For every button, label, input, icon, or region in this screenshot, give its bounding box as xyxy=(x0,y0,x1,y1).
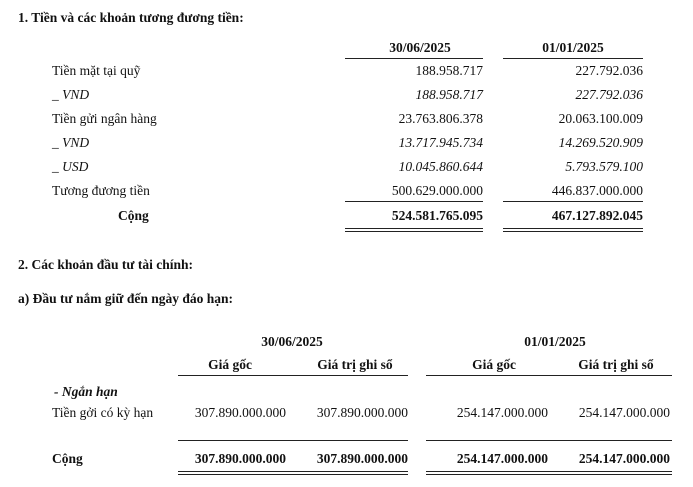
section2-heading: 2. Các khoản đầu tư tài chính: xyxy=(18,257,194,272)
col-header-30-06-2025: 30/06/2025 xyxy=(389,40,451,55)
subtotal-line-b xyxy=(503,201,643,202)
total-double-line-a1 xyxy=(345,228,483,229)
cost-01-01: 254.147.000.000 xyxy=(456,405,548,420)
col-cost-a: Giá gốc xyxy=(208,357,252,372)
col-cost-b: Giá gốc xyxy=(472,357,516,372)
value-30-06: 13.717.945.734 xyxy=(398,135,483,150)
header-underline-a xyxy=(345,58,483,59)
total-double-line-2b2 xyxy=(426,474,672,475)
header-underline-b xyxy=(503,58,643,59)
book-30-06: 307.890.000.000 xyxy=(316,405,408,420)
cost-30-06: 307.890.000.000 xyxy=(194,405,286,420)
subtotal-line-a xyxy=(345,201,483,202)
section2a-heading: a) Đầu tư nắm giữ đến ngày đáo hạn: xyxy=(18,291,233,306)
header-underline-2b xyxy=(426,375,672,376)
group-date-01-01-2025: 01/01/2025 xyxy=(524,334,586,349)
value-30-06: 188.958.717 xyxy=(415,63,483,78)
total-label: Cộng xyxy=(118,208,149,223)
total-cost-30-06: 307.890.000.000 xyxy=(194,451,286,466)
total-double-line-b2 xyxy=(503,231,643,232)
value-01-01: 227.792.036 xyxy=(575,87,643,102)
value-01-01: 227.792.036 xyxy=(575,63,643,78)
row-label: Tiền gởi có kỳ hạn xyxy=(52,405,154,420)
total-double-line-2a2 xyxy=(178,474,408,475)
row-label: Tiền mặt tại quỹ xyxy=(52,63,141,78)
total-double-line-2b1 xyxy=(426,471,672,472)
subtotal-line-2b xyxy=(426,440,672,441)
total-book-01-01: 254.147.000.000 xyxy=(578,451,670,466)
total-double-line-b1 xyxy=(503,228,643,229)
col-book-b: Giá trị ghi sổ xyxy=(578,357,654,372)
value-01-01: 20.063.100.009 xyxy=(558,111,643,126)
row-label: _ USD xyxy=(52,159,89,174)
section1-heading: 1. Tiền và các khoản tương đương tiền: xyxy=(18,10,244,25)
row-label: Tương đương tiền xyxy=(52,183,150,198)
col-book-a: Giá trị ghi sổ xyxy=(317,357,393,372)
value-30-06: 188.958.717 xyxy=(415,87,483,102)
header-underline-2a xyxy=(178,375,408,376)
total-value-30-06: 524.581.765.095 xyxy=(391,208,483,223)
group-label-short-term: - Ngắn hạn xyxy=(54,384,118,399)
row-label: _ VND xyxy=(52,87,90,102)
col-header-01-01-2025: 01/01/2025 xyxy=(542,40,604,55)
total-value-01-01: 467.127.892.045 xyxy=(551,208,643,223)
group-date-30-06-2025: 30/06/2025 xyxy=(261,334,323,349)
value-01-01: 5.793.579.100 xyxy=(565,159,643,174)
subtotal-line-2a xyxy=(178,440,408,441)
row-label: Tiền gửi ngân hàng xyxy=(52,111,157,126)
value-01-01: 14.269.520.909 xyxy=(558,135,643,150)
value-01-01: 446.837.000.000 xyxy=(551,183,643,198)
total-book-30-06: 307.890.000.000 xyxy=(316,451,408,466)
value-30-06: 10.045.860.644 xyxy=(398,159,483,174)
value-30-06: 23.763.806.378 xyxy=(398,111,483,126)
total-cost-01-01: 254.147.000.000 xyxy=(456,451,548,466)
total-label: Cộng xyxy=(52,451,83,466)
total-double-line-a2 xyxy=(345,231,483,232)
total-double-line-2a1 xyxy=(178,471,408,472)
book-01-01: 254.147.000.000 xyxy=(578,405,670,420)
value-30-06: 500.629.000.000 xyxy=(391,183,483,198)
row-label: _ VND xyxy=(52,135,90,150)
